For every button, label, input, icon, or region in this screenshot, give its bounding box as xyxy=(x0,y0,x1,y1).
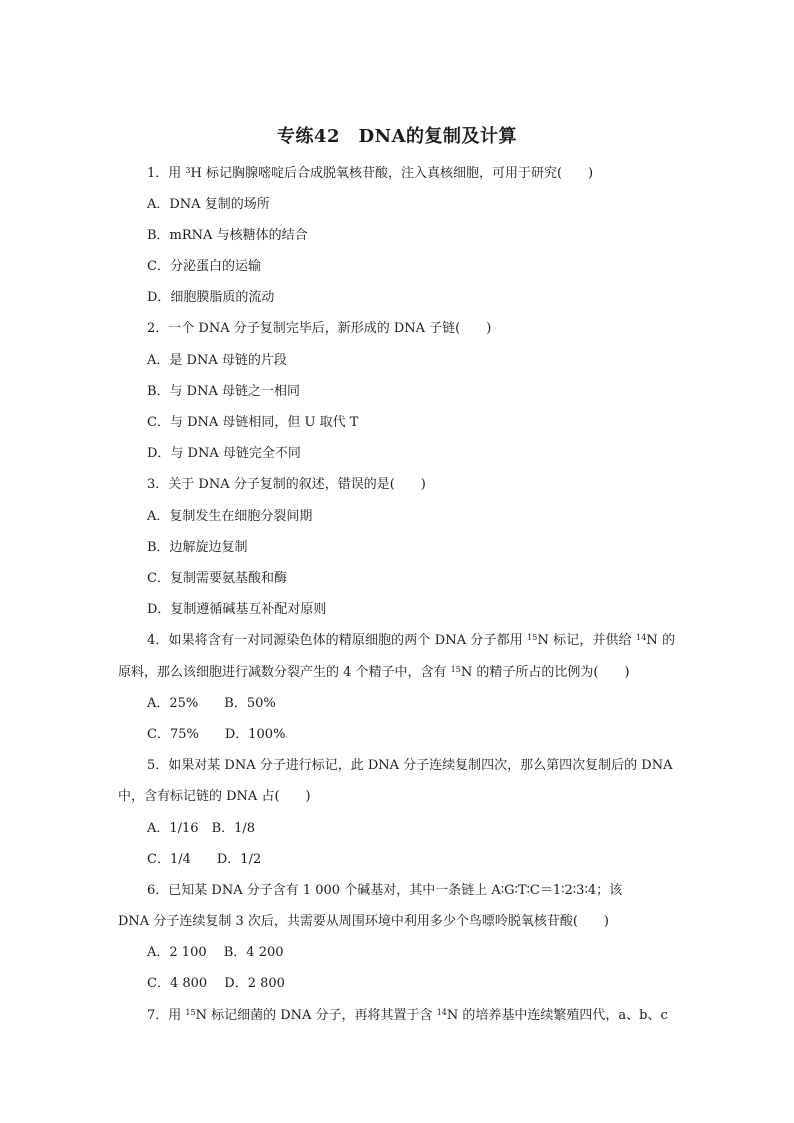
q4-isotope-sup-1: 15 xyxy=(527,633,538,642)
q3-option-c: C．复制需要氨基酸和酶 xyxy=(147,571,287,586)
q2-option-d: D．与 DNA 母链完全不同 xyxy=(147,446,301,461)
question-5-stem-line-1: 5．如果对某 DNA 分子进行标记，此 DNA 分子连续复制四次，那么第四次复制后的 DNA xyxy=(147,758,673,773)
q3-option-b: B．边解旋边复制 xyxy=(147,540,248,555)
q6-options-a-b: A．2 100 B．4 200 xyxy=(147,945,284,960)
question-2-stem: 2．一个 DNA 分子复制完毕后，新形成的 DNA 子链( ) xyxy=(147,321,492,336)
q7-l1-c: N 的培养基中连续繁殖四代，a、b、c xyxy=(446,1008,668,1023)
q4-l1-a: 4．如果将含有一对同源染色体的精原细胞的两个 DNA 分子都用 xyxy=(147,633,528,648)
q2-option-c: C．与 DNA 母链相同，但 U 取代 T xyxy=(147,415,359,430)
q5-options-c-d: C．1/4 D．1/2 xyxy=(147,852,262,867)
question-6-stem-line-1: 6．已知某 DNA 分子含有 1 000 个碱基对，其中一条链上 A∶G∶T∶C＝1∶2∶3∶4；该 xyxy=(147,883,623,898)
q4-l2-b: N 的精子所占的比例为( ) xyxy=(460,665,630,680)
q4-l1-c: N 的 xyxy=(646,633,676,648)
q4-l2-a: 原料，那么该细胞进行减数分裂产生的 4 个精子中，含有 xyxy=(118,665,451,680)
question-4-stem-line-1 xyxy=(147,631,675,651)
q4-isotope-sup-3: 15 xyxy=(450,665,461,674)
q1-isotope-sup: 3 xyxy=(185,166,191,175)
q4-isotope-sup-2: 14 xyxy=(636,633,647,642)
q2-option-b: B．与 DNA 母链之一相同 xyxy=(147,384,301,399)
q6-options-c-d: C．4 800 D．2 800 xyxy=(147,976,285,991)
q3-option-a: A．复制发生在细胞分裂间期 xyxy=(147,509,313,524)
q1-option-a: A．DNA 复制的场所 xyxy=(147,197,270,212)
q7-isotope-sup-1: 15 xyxy=(185,1008,196,1017)
question-7-stem-line-1 xyxy=(147,1006,668,1026)
q1-stem-pre: 1．用 xyxy=(147,166,186,181)
q1-option-b: B．mRNA 与核糖体的结合 xyxy=(147,228,308,243)
q1-stem-post: H 标记胸腺嘧啶后合成脱氧核苷酸，注入真核细胞，可用于研究( ) xyxy=(190,166,594,181)
question-3-stem: 3．关于 DNA 分子复制的叙述，错误的是( ) xyxy=(147,477,426,492)
question-6-stem-line-2: DNA 分子连续复制 3 次后，共需要从周围环境中利用多少个鸟嘌呤脱氧核苷酸( ) xyxy=(118,914,609,929)
question-4-stem-line-2 xyxy=(118,663,630,683)
page-title: 专练42 DNA的复制及计算 xyxy=(276,126,518,147)
question-1-stem xyxy=(147,164,593,184)
question-5-stem-line-2: 中，含有标记链的 DNA 占( ) xyxy=(118,789,311,804)
q5-options-a-b: A．1/16 B．1/8 xyxy=(147,821,256,836)
q7-isotope-sup-2: 14 xyxy=(436,1008,447,1017)
q4-options-a-b: A．25% B．50% xyxy=(147,696,276,711)
q7-l1-a: 7．用 xyxy=(147,1008,186,1023)
q4-l1-b: N 标记，并供给 xyxy=(537,633,636,648)
q2-option-a: A．是 DNA 母链的片段 xyxy=(147,353,287,368)
q3-option-d: D．复制遵循碱基互补配对原则 xyxy=(147,602,327,617)
q1-option-d: D．细胞膜脂质的流动 xyxy=(147,290,275,305)
q7-l1-b: N 标记细菌的 DNA 分子，再将其置于含 xyxy=(195,1008,437,1023)
q4-options-c-d: C．75% D．100% xyxy=(147,727,286,742)
q1-option-c: C．分泌蛋白的运输 xyxy=(147,259,261,274)
